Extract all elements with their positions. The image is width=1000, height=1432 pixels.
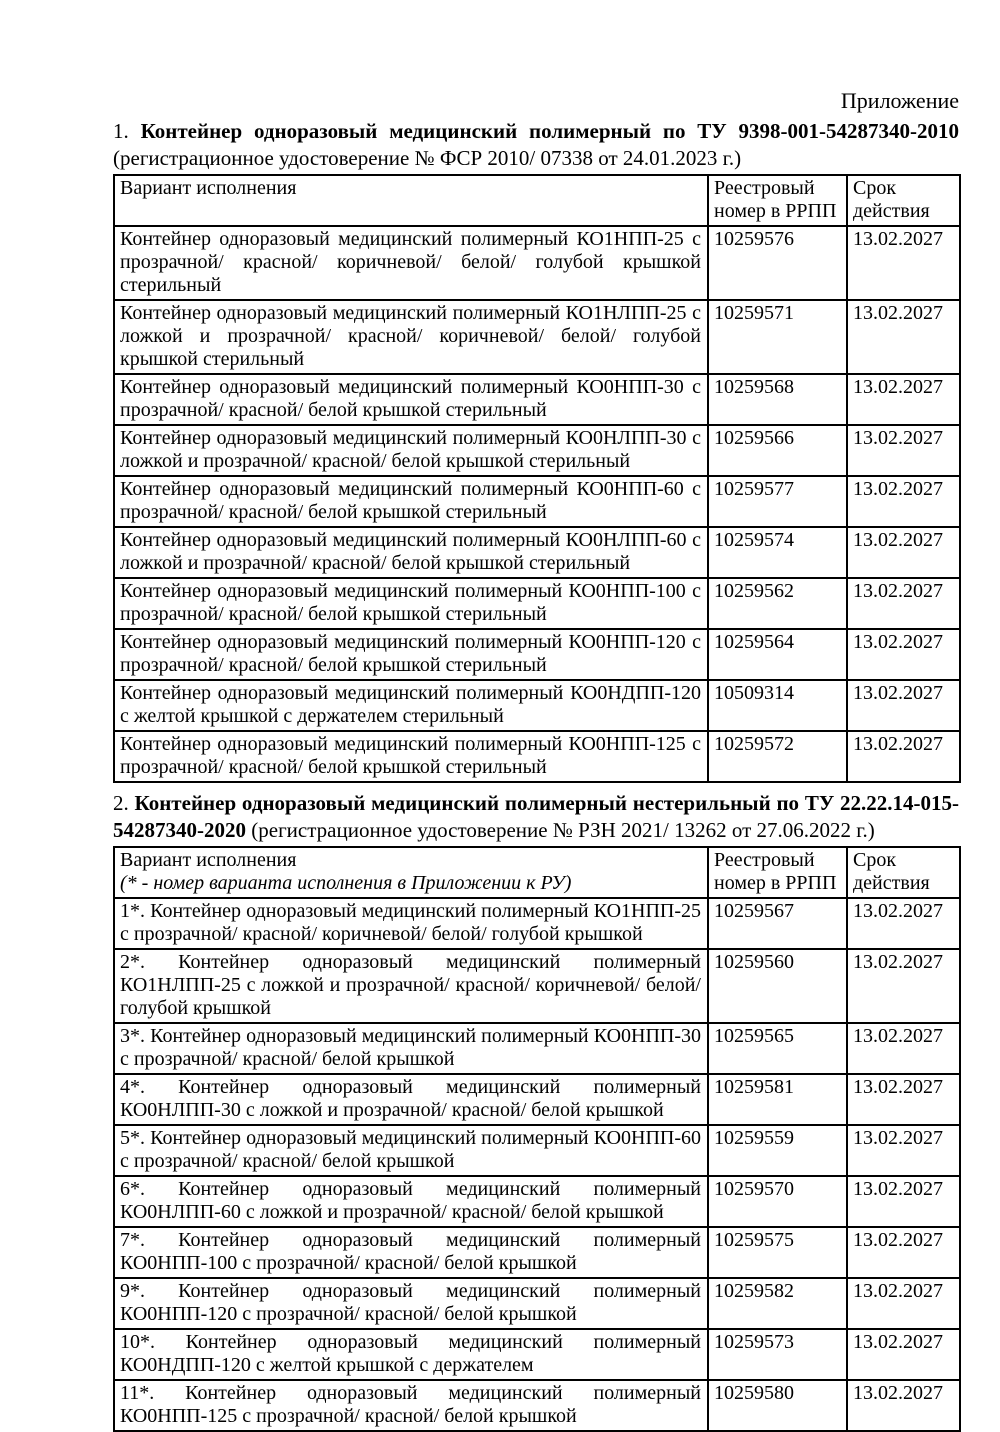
table-row (114, 898, 960, 949)
variant-cell: Контейнер одноразовый медицинский полимерный КО1НЛПП-25 с ложкой и прозрачной/ красной/ коричневой/ белой/ голубой крышкой стерильный (114, 300, 708, 374)
reg-number-cell: 10259568 (708, 374, 847, 425)
variant-cell: 7*. Контейнер одноразовый медицинский полимерный КО0НПП-100 с прозрачной/ красной/ белой крышкой (114, 1227, 708, 1278)
variant-cell: 3*. Контейнер одноразовый медицинский полимерный КО0НПП-30 с прозрачной/ красной/ белой крышкой (114, 1023, 708, 1074)
table-row (114, 1176, 960, 1227)
table-row (114, 949, 960, 1023)
reg-number-cell: 10509314 (708, 680, 847, 731)
section2-registration: (регистрационное удостоверение № РЗН 2021/ 13262 от 27.06.2022 г.) (251, 818, 875, 842)
table-row (114, 1227, 960, 1278)
table-row (114, 1329, 960, 1380)
reg-number-cell: 10259580 (708, 1380, 847, 1431)
table-row (114, 1380, 960, 1431)
section1-table (113, 174, 961, 783)
variant-cell: Контейнер одноразовый медицинский полимерный КО0НПП-60 с прозрачной/ красной/ белой крышкой стерильный (114, 476, 708, 527)
variant-cell: 4*. Контейнер одноразовый медицинский полимерный КО0НЛПП-30 с ложкой и прозрачной/ красной/ белой крышкой (114, 1074, 708, 1125)
column-header-validity: Срок действия (847, 847, 960, 898)
reg-number-cell: 10259566 (708, 425, 847, 476)
reg-number-cell: 10259560 (708, 949, 847, 1023)
column-header-variant (114, 847, 708, 898)
table-row (114, 425, 960, 476)
validity-cell: 13.02.2027 (847, 425, 960, 476)
variant-cell: Контейнер одноразовый медицинский полимерный КО0НДПП-120 с желтой крышкой с держателем стерильный (114, 680, 708, 731)
variant-cell: Контейнер одноразовый медицинский полимерный КО0НЛПП-60 с ложкой и прозрачной/ красной/ белой крышкой стерильный (114, 527, 708, 578)
section1-header-row (114, 175, 960, 226)
variant-cell: Контейнер одноразовый медицинский полимерный КО0НПП-30 с прозрачной/ красной/ белой крышкой стерильный (114, 374, 708, 425)
table-row (114, 1074, 960, 1125)
validity-cell: 13.02.2027 (847, 527, 960, 578)
validity-cell: 13.02.2027 (847, 1278, 960, 1329)
reg-number-cell: 10259572 (708, 731, 847, 782)
validity-cell: 13.02.2027 (847, 1329, 960, 1380)
variant-cell: Контейнер одноразовый медицинский полимерный КО1НПП-25 с прозрачной/ красной/ коричневой/ белой/ голубой крышкой стерильный (114, 226, 708, 300)
section1-title: Контейнер одноразовый медицинский полимерный по ТУ 9398-001-54287340-2010 (140, 119, 960, 143)
reg-number-cell: 10259564 (708, 629, 847, 680)
table-row (114, 226, 960, 300)
validity-cell: 13.02.2027 (847, 731, 960, 782)
reg-number-cell: 10259567 (708, 898, 847, 949)
validity-cell: 13.02.2027 (847, 1380, 960, 1431)
validity-cell: 13.02.2027 (847, 1176, 960, 1227)
variant-cell: 9*. Контейнер одноразовый медицинский полимерный КО0НПП-120 с прозрачной/ красной/ белой крышкой (114, 1278, 708, 1329)
validity-cell: 13.02.2027 (847, 629, 960, 680)
variant-cell: Контейнер одноразовый медицинский полимерный КО0НПП-125 с прозрачной/ красной/ белой крышкой стерильный (114, 731, 708, 782)
validity-cell: 13.02.2027 (847, 1125, 960, 1176)
section1-heading (113, 118, 959, 172)
table-row (114, 476, 960, 527)
variant-cell: 2*. Контейнер одноразовый медицинский полимерный КО1НЛПП-25 с ложкой и прозрачной/ красной/ коричневой/ белой/ голубой крышкой (114, 949, 708, 1023)
reg-number-cell: 10259575 (708, 1227, 847, 1278)
variant-header-note: (* - номер варианта исполнения в Приложении к РУ) (120, 872, 572, 894)
table-row (114, 680, 960, 731)
section2-heading (113, 790, 959, 844)
column-header-variant: Вариант исполнения (114, 175, 708, 226)
table-row (114, 300, 960, 374)
reg-number-cell: 10259582 (708, 1278, 847, 1329)
variant-cell: 5*. Контейнер одноразовый медицинский полимерный КО0НПП-60 с прозрачной/ красной/ белой крышкой (114, 1125, 708, 1176)
validity-cell: 13.02.2027 (847, 226, 960, 300)
table-row (114, 1278, 960, 1329)
table-row (114, 1125, 960, 1176)
table-row (114, 629, 960, 680)
column-header-reg-number: Реестровый номер в РРПП (708, 175, 847, 226)
validity-cell: 13.02.2027 (847, 300, 960, 374)
reg-number-cell: 10259574 (708, 527, 847, 578)
reg-number-cell: 10259581 (708, 1074, 847, 1125)
reg-number-cell: 10259570 (708, 1176, 847, 1227)
validity-cell: 13.02.2027 (847, 949, 960, 1023)
validity-cell: 13.02.2027 (847, 1023, 960, 1074)
reg-number-cell: 10259562 (708, 578, 847, 629)
reg-number-cell: 10259576 (708, 226, 847, 300)
reg-number-cell: 10259573 (708, 1329, 847, 1380)
variant-cell: 6*. Контейнер одноразовый медицинский полимерный КО0НЛПП-60 с ложкой и прозрачной/ красной/ белой крышкой (114, 1176, 708, 1227)
validity-cell: 13.02.2027 (847, 1227, 960, 1278)
column-header-validity: Срок действия (847, 175, 960, 226)
variant-cell: Контейнер одноразовый медицинский полимерный КО0НПП-120 с прозрачной/ красной/ белой крышкой стерильный (114, 629, 708, 680)
table-row (114, 374, 960, 425)
table-row (114, 527, 960, 578)
table-row (114, 578, 960, 629)
section2-title: Контейнер одноразовый медицинский полимерный нестерильный по ТУ 22.22.14-015-54287340-2020 (113, 791, 959, 842)
column-header-reg-number: Реестровый номер в РРПП (708, 847, 847, 898)
validity-cell: 13.02.2027 (847, 374, 960, 425)
section2-table (113, 846, 961, 1432)
validity-cell: 13.02.2027 (847, 476, 960, 527)
variant-cell: 1*. Контейнер одноразовый медицинский полимерный КО1НПП-25 с прозрачной/ красной/ коричневой/ белой/ голубой крышкой (114, 898, 708, 949)
variant-cell: 10*. Контейнер одноразовый медицинский полимерный КО0НДПП-120 с желтой крышкой с держателем (114, 1329, 708, 1380)
appendix-label: Приложение (840, 88, 959, 113)
section1-number: 1. (113, 119, 129, 143)
table-row (114, 731, 960, 782)
reg-number-cell: 10259571 (708, 300, 847, 374)
table-row (114, 1023, 960, 1074)
validity-cell: 13.02.2027 (847, 1074, 960, 1125)
section2-header-row (114, 847, 960, 898)
variant-cell: 11*. Контейнер одноразовый медицинский полимерный КО0НПП-125 с прозрачной/ красной/ белой крышкой (114, 1380, 708, 1431)
section2-number: 2. (113, 791, 129, 815)
validity-cell: 13.02.2027 (847, 680, 960, 731)
reg-number-cell: 10259559 (708, 1125, 847, 1176)
variant-header-label: Вариант исполнения (120, 849, 297, 871)
validity-cell: 13.02.2027 (847, 578, 960, 629)
reg-number-cell: 10259565 (708, 1023, 847, 1074)
variant-cell: Контейнер одноразовый медицинский полимерный КО0НПП-100 с прозрачной/ красной/ белой крышкой стерильный (114, 578, 708, 629)
validity-cell: 13.02.2027 (847, 898, 960, 949)
variant-cell: Контейнер одноразовый медицинский полимерный КО0НЛПП-30 с ложкой и прозрачной/ красной/ белой крышкой стерильный (114, 425, 708, 476)
reg-number-cell: 10259577 (708, 476, 847, 527)
section1-registration: (регистрационное удостоверение № ФСР 2010/ 07338 от 24.01.2023 г.) (113, 146, 742, 170)
